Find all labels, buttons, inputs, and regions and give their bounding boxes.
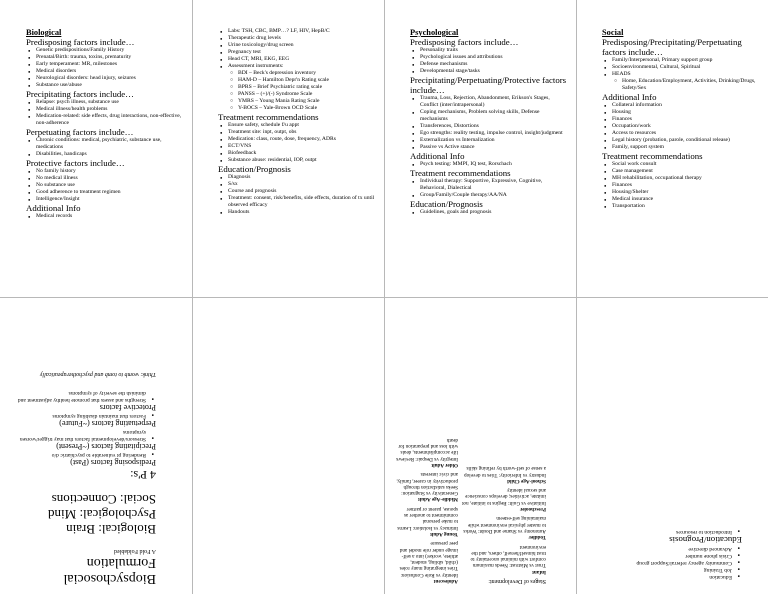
bullet-list — [410, 161, 568, 168]
list-item: ● Finances — [612, 182, 760, 189]
bullet-list — [26, 137, 184, 158]
bullet-list — [602, 161, 760, 210]
stage-name: Older Adult — [431, 461, 458, 468]
list-item: ● Treatment site: inpt, outpt, obs — [228, 129, 376, 136]
stage-text: Autonomy vs Shame and Doubt: Works to master physical environment while maintaining self-esteem — [463, 515, 546, 534]
list-item: ● Prenatal/Birth: trauma, toxins, prematurity — [36, 54, 184, 61]
list-item: ● Crisis phone number — [584, 552, 732, 559]
list-item: ● Psychological issues and attributions — [420, 54, 568, 61]
list-item: ● Access to resources — [612, 130, 760, 137]
list-item: ● Biofeedback — [228, 150, 376, 157]
sub-list — [218, 70, 376, 112]
panel-biological — [0, 0, 192, 297]
list-item: ● Urine toxicology/drug screen — [228, 42, 376, 49]
list-item: ● Advanced directive — [584, 545, 732, 552]
sub-list — [602, 78, 760, 92]
section-heading: Predisposing factors (Past) — [70, 458, 156, 468]
list-item: ● Ensure safety, schedule f/u appt — [228, 122, 376, 129]
list-item: ● Transportation — [612, 203, 760, 210]
think-note: Think: womb to tomb and psychotherapeutically — [39, 371, 156, 378]
section-heading: Precipitating factors (~Present) — [56, 442, 156, 452]
bullet-list — [410, 47, 568, 75]
ps-heading: 4 P's: — [130, 468, 156, 483]
list-item: ● Guidelines, goals and prognosis — [420, 209, 568, 216]
list-item: ● Medical records — [36, 213, 184, 220]
stage-name: Preschooler — [519, 506, 546, 513]
list-item: ● Genetic predispositions/Family History — [36, 47, 184, 54]
list-item: ● Strengths and assets that promote healthy adjustment and diminish the severity of symptoms — [8, 389, 146, 403]
list-item: ● Medication: class, route, dose, frequency, ADRs — [228, 136, 376, 143]
list-item: ● Intelligence/Insight — [36, 196, 184, 203]
cover-subtitle: A Fold Foldabled — [113, 548, 156, 554]
section-heading: Perpetuating factors (~Future) — [59, 419, 156, 429]
stage-text: Generativity vs Stagnation: Seeks satisfaction through productivity in career, family, and civic interests — [396, 471, 458, 497]
stage-name: Adolescent — [433, 578, 458, 584]
section-heading: Additional Info — [26, 203, 81, 213]
list-item: ○ BDI – Beck's depression inventory — [238, 70, 376, 77]
list-item: ● Group/Family/Couple therapy/AA/NA — [420, 192, 568, 199]
list-item: ● Legal history (probation, parole, conditional release) — [612, 137, 760, 144]
list-item: ● Psych testing: MMPI, IQ test, Rorschach — [420, 161, 568, 168]
list-item: ● Pregnancy test — [228, 49, 376, 56]
panel-social-back — [576, 297, 768, 594]
section-heading: Predisposing factors include… — [410, 37, 519, 47]
section-heading: Predisposing factors include… — [26, 37, 135, 47]
bullet-list — [26, 47, 184, 89]
panel-social — [576, 0, 768, 297]
stage-name: Toddler — [528, 534, 546, 541]
stage-text: Industry vs Inferiority: Tries to develop a sense of self-worth by refining skills — [464, 465, 546, 478]
bullet-list — [8, 428, 156, 442]
section-heading: Treatment recommendations — [218, 112, 319, 122]
list-item: ● Early temperament: MR, milestones — [36, 61, 184, 68]
list-item: ● Labs: TSH, CBC, BMP…? LF, HIV, HepB/C — [228, 28, 376, 35]
list-item: ● Collateral information — [612, 102, 760, 109]
panel-biological-cont — [192, 0, 384, 297]
panel-cover — [0, 297, 192, 594]
list-item: ● Coping mechanisms, Problem solving skills, Defense mechanisms — [420, 109, 568, 123]
panel-erikson — [384, 297, 576, 594]
cover-line: Social: Connections — [51, 492, 156, 508]
list-item: ● Medication-related: side effects, drug interactions, non-effective, non-adherence — [36, 113, 184, 127]
section-heading: Education/Prognosis — [669, 535, 742, 545]
panel-psychological — [384, 0, 576, 297]
list-item: ● Rendering pt vulnerable to psychiatric d/o — [8, 451, 146, 458]
bullet-list — [584, 528, 742, 535]
list-item: ● Handouts — [228, 209, 376, 216]
bullet-list — [218, 122, 376, 164]
list-item: ● MH rehabilitation, occupational therapy — [612, 175, 760, 182]
cover-line: Psychological: Mind — [48, 507, 156, 523]
cover-line: Biological: Brain — [66, 522, 156, 538]
list-item: ● Relapse: psych illness, substance use — [36, 99, 184, 106]
section-heading: Predisposing/Precipitating/Perpetuating factors include… — [602, 37, 742, 57]
section-title: Biological — [26, 28, 62, 37]
list-item: ● Medical illness/health problems — [36, 106, 184, 113]
bullet-list — [410, 178, 568, 199]
bullet-list — [218, 28, 376, 70]
list-item: ● Case management — [612, 168, 760, 175]
section-heading: Treatment recommendations — [602, 151, 703, 161]
list-item: ● Trauma, Loss, Rejection, Abandonment, Erikson's Stages, Conflict (inter/intrapersonal) — [420, 95, 568, 109]
list-item: ● Assessment instruments: — [228, 63, 376, 70]
list-item: ● Transferences, Distortions — [420, 123, 568, 130]
bullet-list — [602, 102, 760, 151]
list-item: ● Diagnosis — [228, 174, 376, 181]
erikson-heading: Stages of Development: — [488, 578, 546, 584]
list-item: ● ECT/VNS — [228, 143, 376, 150]
stage-text: Initiative vs Guilt: Begins to initiate, not imitate, activities; develops conscience and sexual identity — [461, 487, 546, 506]
list-item: ● Family, support system — [612, 144, 760, 151]
bullet-list — [8, 451, 156, 458]
erikson-column — [462, 465, 546, 584]
list-item: ○ HAM-D – Hamilton Depr'n Rating scale — [238, 77, 376, 84]
list-item: ● Neurological disorders: head injury, seizures — [36, 75, 184, 82]
list-item: ● Passive vs Active stance — [420, 144, 568, 151]
section-heading: Perpetuating factors include… — [26, 127, 134, 137]
list-item: ● Factors that maintain disabling symptoms — [8, 412, 146, 419]
section-heading: Precipitating factors include… — [26, 89, 134, 99]
list-item: ○ BPRS – Brief Psychiatric rating scale — [238, 84, 376, 91]
list-item: ● Developmental stage/tasks — [420, 68, 568, 75]
section-heading: Protective factors include… — [26, 158, 125, 168]
section-heading: Education/Prognosis — [218, 164, 291, 174]
list-item: ● Substance use/abuse — [36, 82, 184, 89]
stage-name: Middle-Age Adult — [418, 496, 458, 503]
list-item: ● Course and prognosis — [228, 188, 376, 195]
list-item: ● Community agency referral/Support group — [584, 559, 732, 566]
list-item: ● Socioenvironmental, Cultural, Spiritual — [612, 64, 760, 71]
list-item: ● Therapeutic drug levels — [228, 35, 376, 42]
bullet-list — [602, 57, 760, 78]
list-item: ● Medical insurance — [612, 196, 760, 203]
list-item: ● Ego strengths: reality testing, impulse control, insight/judgment — [420, 130, 568, 137]
list-item: ● No family history — [36, 168, 184, 175]
bullet-list — [584, 545, 742, 580]
bullet-list — [8, 389, 156, 403]
list-item: ● HEADS — [612, 71, 760, 78]
section-title: Social — [602, 28, 624, 37]
list-item: ● Defense mechanisms — [420, 61, 568, 68]
bullet-list — [26, 213, 184, 220]
panel-blank — [192, 297, 384, 594]
bullet-list — [410, 209, 568, 216]
bullet-list — [410, 95, 568, 151]
list-item: ● Introduction to resources — [584, 528, 732, 535]
list-item: ○ YMRS – Young Mania Rating Scale — [238, 98, 376, 105]
list-item: ● No medical illness — [36, 175, 184, 182]
list-item: ● Treatment: consent, risk/benefits, side effects, duration of tx until observed efficacy — [228, 195, 376, 209]
list-item: ● Substance abuse: residential, IOP, outpt — [228, 157, 376, 164]
list-item: ● Disabilities, handicaps — [36, 151, 184, 158]
section-heading: Education/Prognosis — [410, 199, 483, 209]
stage-text: Identity vs Role Confusion: Tries integrating many roles (child, sibling, student, athlete, worker) into a self-image under role model and peer pressure — [399, 540, 458, 578]
list-item: ○ Y-BOCS – Yale-Brown OCD Scale — [238, 105, 376, 112]
list-item: ● Housing/Shelter — [612, 189, 760, 196]
list-item: ○ PANSS – (+)/(-) Syndrome Scale — [238, 91, 376, 98]
list-item: ● Education — [584, 573, 732, 580]
stage-name: Infant — [532, 568, 546, 575]
list-item: ● Medical disorders — [36, 68, 184, 75]
list-item: ● Good adherence to treatment regimen — [36, 189, 184, 196]
stage-text: Intimacy vs Isolation: Learns to make personal commitment to another as spouse, parent or partner — [397, 505, 458, 531]
list-item: ● Stressors/developmental factors that may trigger/worsen symptoms — [8, 428, 146, 442]
list-item: ● Finances — [612, 116, 760, 123]
list-item: ● S/sx — [228, 181, 376, 188]
bullet-list — [26, 168, 184, 203]
stage-name: Young Adult — [430, 530, 458, 537]
section-heading: Additional Info — [602, 92, 657, 102]
section-heading: Precipitating/Perpetuating/Protective factors include… — [410, 75, 567, 95]
list-item: ● Job Training — [584, 566, 732, 573]
list-item: ● Externalization vs Internalization — [420, 137, 568, 144]
section-heading: Treatment recommendations — [410, 168, 511, 178]
stage-text: Integrity vs Despair: Reviews life accomplishments, deals with loss and preparation for death — [396, 436, 458, 462]
list-item: ● Social work consult — [612, 161, 760, 168]
list-item: ● Housing — [612, 109, 760, 116]
list-item: ● Personality traits — [420, 47, 568, 54]
erikson-column — [396, 436, 458, 584]
bullet-list — [218, 174, 376, 216]
list-item: ● Family/Interpersonal, Primary support group — [612, 57, 760, 64]
list-item: ● Individual therapy: Supportive, Expressive, Cognitive, Behavioral, Dialectical — [420, 178, 568, 192]
section-heading: Protective factors — [99, 403, 156, 413]
stage-text: Trust vs Mistrust: Needs maximum comfort with minimal uncertainty to trust himself/herself, others, and the environment — [470, 543, 546, 569]
list-item: ● Occupation/work — [612, 123, 760, 130]
list-item: ● No substance use — [36, 182, 184, 189]
bullet-list — [26, 99, 184, 127]
bullet-list — [8, 412, 156, 419]
list-item: ● Chronic conditions: medical, psychiatric, substance use, medications — [36, 137, 184, 151]
stage-name: School-Age Child — [507, 477, 546, 484]
list-item: ○ Home, Education/Employment, Activities, Drinking/Drugs, Safety/Sex — [622, 78, 760, 92]
cover-title: Biopsychosocial Formulation — [63, 555, 156, 586]
section-title: Psychological — [410, 28, 459, 37]
section-heading: Additional Info — [410, 151, 465, 161]
list-item: ● Head CT, MRI, EKG, EEG — [228, 56, 376, 63]
